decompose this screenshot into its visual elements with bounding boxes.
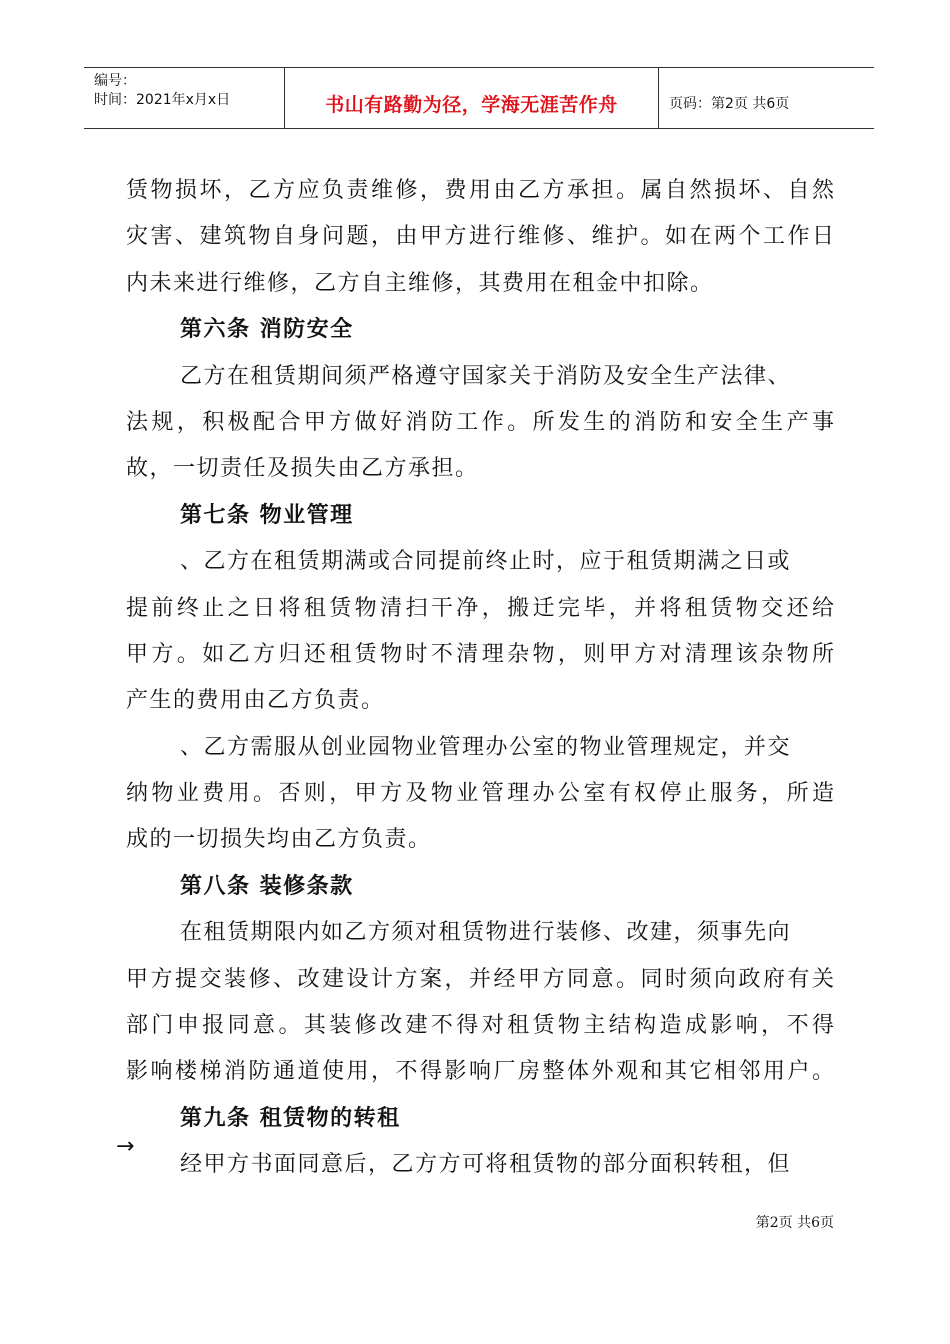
body-line: 、乙方在租赁期满或合同提前终止时，应于租赁期满之日或 [180, 549, 792, 575]
body-line: 甲方提交装修、改建设计方案，并经甲方同意。同时须向政府有关 [126, 966, 834, 992]
body-line: 、乙方需服从创业园物业管理办公室的物业管理规定，并交 [180, 734, 792, 760]
body-line: 故，一切责任及损失由乙方承担。 [126, 456, 479, 482]
page-header [84, 67, 874, 129]
number-label: 编号： [94, 73, 136, 89]
article-7-heading: 第七条 物业管理 [180, 502, 354, 528]
body-line: 赁物损坏，乙方应负责维修，费用由乙方承担。属自然损坏、自然 [126, 178, 834, 203]
body-line: 成的一切损失均由乙方负责。 [126, 827, 432, 853]
body-line: 产生的费用由乙方负责。 [126, 688, 385, 714]
body-line: 灾害、建筑物自身问题，由甲方进行维修、维护。如在两个工作日 [126, 224, 834, 250]
date-label: 时间：2021年x月x日 [94, 92, 231, 108]
body-line: 甲方。如乙方归还租赁物时不清理杂物，则甲方对清理该杂物所 [126, 641, 834, 667]
document-body [126, 168, 834, 1189]
body-line: 影响楼梯消防通道使用，不得影响厂房整体外观和其它相邻用户。 [126, 1059, 834, 1085]
body-line: 部门申报同意。其装修改建不得对租赁物主结构造成影响，不得 [126, 1013, 834, 1039]
body-line: 在租赁期限内如乙方须对租赁物进行装修、改建，须事先向 [180, 920, 792, 946]
article-8-heading: 第八条 装修条款 [180, 873, 354, 899]
article-9-heading: 第九条 租赁物的转租 [180, 1105, 401, 1131]
header-motto: 书山有路勤为径，学海无涯苦作舟 [285, 68, 659, 128]
page-footer: 第2页 共6页 [755, 1215, 834, 1231]
body-line: 法规，积极配合甲方做好消防工作。所发生的消防和安全生产事 [126, 409, 834, 435]
article-6-heading: 第六条 消防安全 [180, 317, 354, 343]
body-line: 纳物业费用。否则，甲方及物业管理办公室有权停止服务，所造 [126, 781, 834, 807]
body-line: 提前终止之日将租赁物清扫干净，搬迁完毕，并将租赁物交还给 [126, 595, 834, 621]
body-line: 内未来进行维修，乙方自主维修，其费用在租金中扣除。 [126, 270, 714, 296]
header-page-label: 页码：第2页 共6页 [669, 96, 790, 112]
body-line: 乙方在租赁期间须严格遵守国家关于消防及安全生产法律、 [180, 363, 792, 389]
header-meta [84, 68, 285, 128]
body-line: 经甲方书面同意后，乙方方可将租赁物的部分面积转租，但 [180, 1152, 792, 1178]
arrow-icon: → [116, 1134, 135, 1159]
